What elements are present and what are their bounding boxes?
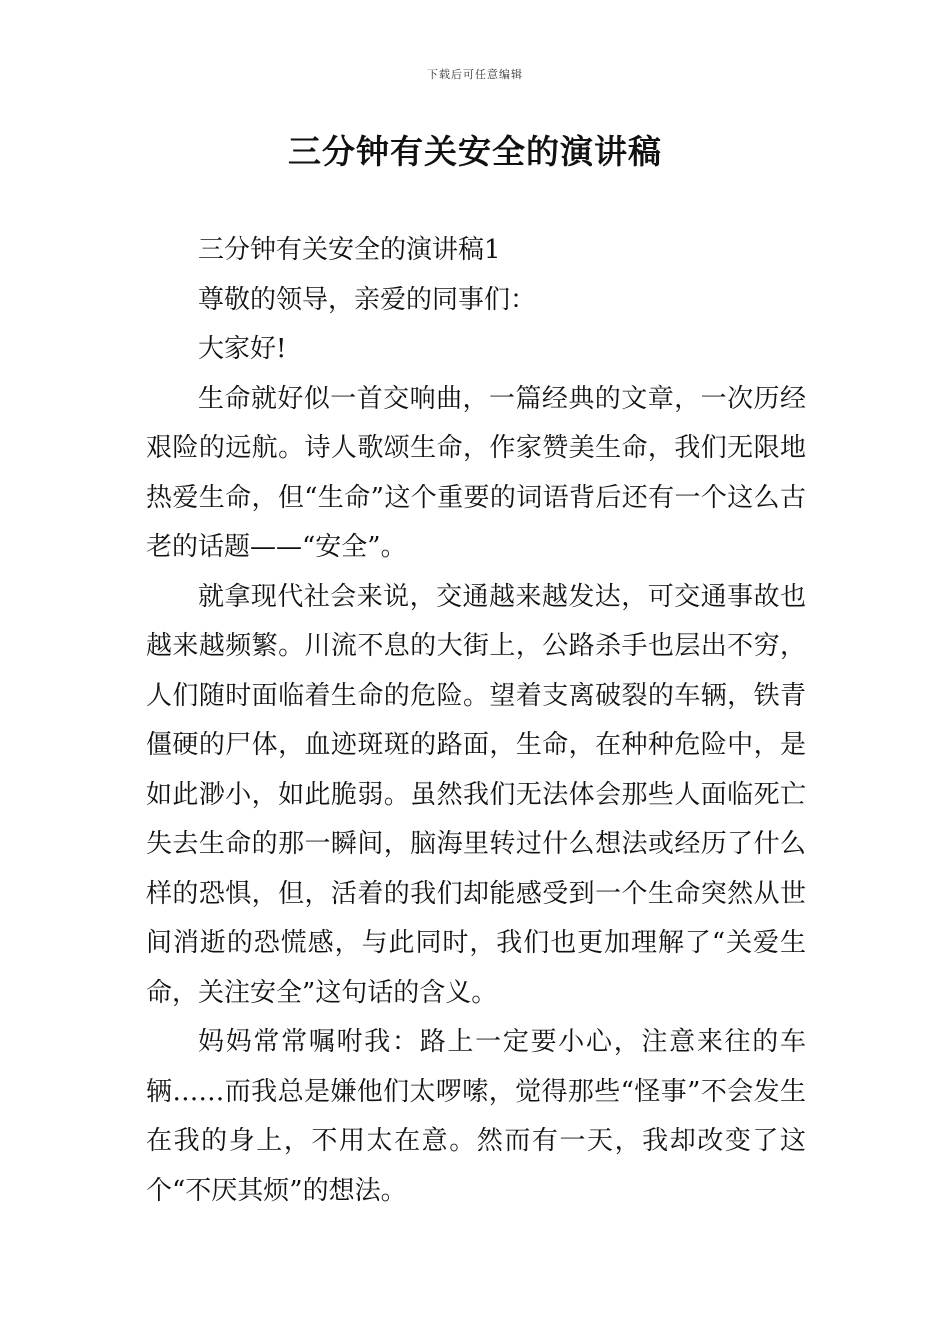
document-title: 三分钟有关安全的演讲稿	[288, 132, 662, 171]
paragraph-body-2: 就拿现代社会来说，交通越来越发达，可交通事故也越来越频繁。川流不息的大街上，公路杀手也层出不穷，人们随时面临着生命的危险。望着支离破裂的车辆，铁青僵硬的尸体，血迹斑斑的路面，生命，在种种危险中，是如此渺小，如此脆弱。虽然我们无法体会那些人面临死亡失去生命的那一瞬间，脑海里转过什么想法或经历了什么样的恐惧，但，活着的我们却能感受到一个生命突然从世间消逝的恐慌感，与此同时，我们也更加理解了“关爱生命，关注安全”这句话的含义。	[146, 581, 806, 1008]
paragraph-subtitle: 三分钟有关安全的演讲稿1	[198, 235, 501, 265]
paragraph-body-1: 生命就好似一首交响曲，一篇经典的文章，一次历经艰险的远航。诗人歌颂生命，作家赞美生命，我们无限地热爱生命，但“生命”这个重要的词语背后还有一个这么古老的话题——“安全”。	[146, 383, 806, 562]
paragraph-hello: 大家好!	[198, 334, 287, 364]
paragraph-greeting: 尊敬的领导，亲爱的同事们：	[198, 284, 537, 315]
document-body	[146, 226, 806, 1216]
header-note: 下载后可任意编辑	[427, 68, 523, 81]
paragraph-body-3: 妈妈常常嘱咐我：路上一定要小心，注意来往的车辆……而我总是嫌他们太啰嗦，觉得那些“怪事”不会发生在我的身上，不用太在意。然而有一天，我却改变了这个“不厌其烦”的想法。	[146, 1027, 806, 1206]
